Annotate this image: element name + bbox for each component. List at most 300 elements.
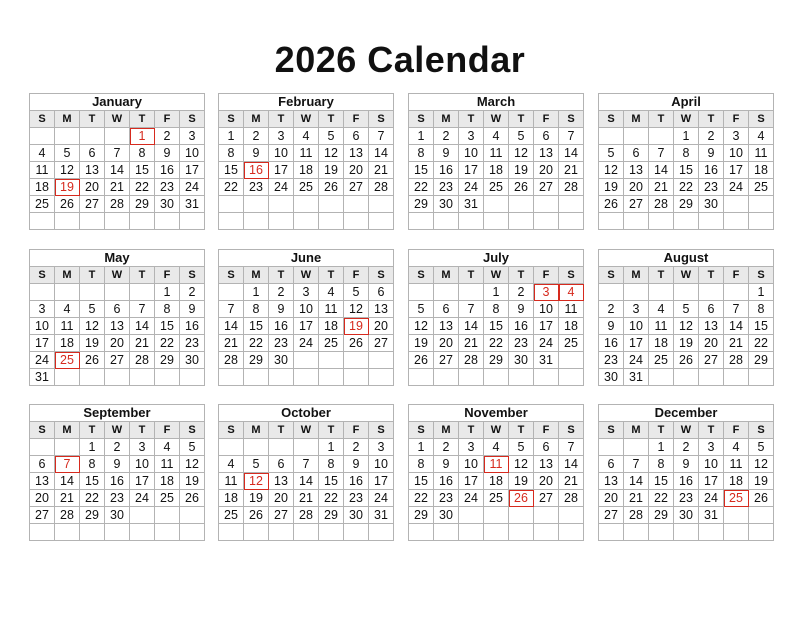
empty-cell <box>649 369 674 386</box>
day-cell: 18 <box>724 473 749 490</box>
day-cell: 3 <box>699 439 724 456</box>
day-cell: 3 <box>459 439 484 456</box>
day-cell: 8 <box>484 301 509 318</box>
month-february <box>218 93 394 230</box>
day-cell: 27 <box>599 507 624 524</box>
empty-cell <box>674 284 699 301</box>
day-cell: 10 <box>624 318 649 335</box>
day-cell: 4 <box>484 439 509 456</box>
day-cell: 20 <box>699 335 724 352</box>
day-cell: 16 <box>674 473 699 490</box>
empty-cell <box>244 213 269 230</box>
day-cell: 30 <box>269 352 294 369</box>
empty-cell <box>699 213 724 230</box>
day-cell: 8 <box>80 456 105 473</box>
day-cell: 18 <box>749 162 774 179</box>
weekday-header: M <box>55 111 80 128</box>
empty-cell <box>459 284 484 301</box>
day-cell: 20 <box>344 162 369 179</box>
empty-cell <box>509 369 534 386</box>
weekday-header: S <box>559 111 584 128</box>
day-cell: 14 <box>459 318 484 335</box>
empty-cell <box>30 439 55 456</box>
empty-cell <box>459 524 484 541</box>
weekday-header: T <box>130 111 155 128</box>
weekday-header: S <box>369 267 394 284</box>
weekday-header: M <box>434 111 459 128</box>
day-cell: 26 <box>344 335 369 352</box>
day-cell: 9 <box>674 456 699 473</box>
day-cell: 10 <box>30 318 55 335</box>
day-cell: 18 <box>319 318 344 335</box>
weekday-header: W <box>294 422 319 439</box>
day-cell: 11 <box>749 145 774 162</box>
day-cell: 18 <box>219 490 244 507</box>
day-cell: 5 <box>244 456 269 473</box>
weekday-header: W <box>674 422 699 439</box>
weekday-header: T <box>269 267 294 284</box>
month-may <box>29 249 205 386</box>
day-cell: 19 <box>509 162 534 179</box>
weekday-header: T <box>130 267 155 284</box>
day-cell: 5 <box>509 128 534 145</box>
month-name: August <box>599 250 774 267</box>
empty-cell <box>724 524 749 541</box>
day-cell: 10 <box>459 145 484 162</box>
day-cell: 14 <box>624 473 649 490</box>
empty-cell <box>484 507 509 524</box>
empty-cell <box>155 369 180 386</box>
empty-cell <box>624 439 649 456</box>
day-cell: 3 <box>294 284 319 301</box>
day-cell: 20 <box>434 335 459 352</box>
day-cell: 9 <box>269 301 294 318</box>
day-cell: 31 <box>459 196 484 213</box>
day-cell: 17 <box>180 162 205 179</box>
empty-cell <box>484 213 509 230</box>
day-cell: 23 <box>674 490 699 507</box>
day-cell: 23 <box>509 335 534 352</box>
weekday-header: F <box>155 111 180 128</box>
day-cell: 24 <box>180 179 205 196</box>
weekday-header: T <box>509 267 534 284</box>
day-cell: 9 <box>105 456 130 473</box>
weekday-header: S <box>30 267 55 284</box>
empty-cell <box>244 524 269 541</box>
empty-cell <box>484 196 509 213</box>
weekday-header: T <box>319 111 344 128</box>
month-march <box>408 93 584 230</box>
day-cell: 24 <box>130 490 155 507</box>
day-cell: 1 <box>80 439 105 456</box>
day-cell: 27 <box>369 335 394 352</box>
day-cell: 25 <box>30 196 55 213</box>
day-cell: 1 <box>409 439 434 456</box>
empty-cell <box>30 284 55 301</box>
empty-cell <box>534 524 559 541</box>
weekday-header: S <box>219 267 244 284</box>
day-cell: 2 <box>180 284 205 301</box>
day-cell: 27 <box>80 196 105 213</box>
day-cell: 21 <box>724 335 749 352</box>
day-cell: 6 <box>30 456 55 473</box>
month-name: June <box>219 250 394 267</box>
day-cell: 10 <box>180 145 205 162</box>
day-cell: 6 <box>344 128 369 145</box>
day-cell: 16 <box>180 318 205 335</box>
day-cell: 7 <box>294 456 319 473</box>
day-cell: 28 <box>219 352 244 369</box>
empty-cell <box>269 369 294 386</box>
day-cell: 20 <box>534 162 559 179</box>
empty-cell <box>434 213 459 230</box>
day-cell: 14 <box>559 456 584 473</box>
day-cell: 27 <box>344 179 369 196</box>
day-cell: 15 <box>674 162 699 179</box>
day-cell: 11 <box>724 456 749 473</box>
empty-cell <box>559 369 584 386</box>
day-cell: 3 <box>724 128 749 145</box>
weekday-header: S <box>369 422 394 439</box>
day-cell: 1 <box>749 284 774 301</box>
weekday-header: M <box>55 267 80 284</box>
day-cell: 7 <box>459 301 484 318</box>
empty-cell <box>344 524 369 541</box>
empty-cell <box>219 439 244 456</box>
day-cell: 24 <box>369 490 394 507</box>
empty-cell <box>409 284 434 301</box>
empty-cell <box>509 196 534 213</box>
day-cell: 10 <box>459 456 484 473</box>
day-cell: 5 <box>599 145 624 162</box>
day-cell: 27 <box>534 179 559 196</box>
day-cell: 12 <box>599 162 624 179</box>
empty-cell <box>294 524 319 541</box>
month-november <box>408 404 584 541</box>
empty-cell <box>269 196 294 213</box>
day-cell: 12 <box>55 162 80 179</box>
day-cell: 24 <box>459 490 484 507</box>
day-cell: 4 <box>484 128 509 145</box>
day-cell: 13 <box>434 318 459 335</box>
day-cell: 26 <box>80 352 105 369</box>
empty-cell <box>649 284 674 301</box>
empty-cell <box>459 369 484 386</box>
empty-cell <box>294 439 319 456</box>
day-cell: 6 <box>534 128 559 145</box>
day-cell: 9 <box>434 456 459 473</box>
day-cell: 13 <box>269 473 294 490</box>
day-cell: 13 <box>369 301 394 318</box>
empty-cell <box>130 284 155 301</box>
day-cell: 29 <box>674 196 699 213</box>
day-cell: 28 <box>130 352 155 369</box>
day-cell: 10 <box>724 145 749 162</box>
day-cell: 23 <box>155 179 180 196</box>
weekday-header: F <box>344 422 369 439</box>
weekday-header: T <box>130 422 155 439</box>
day-cell: 30 <box>434 196 459 213</box>
day-cell: 29 <box>130 196 155 213</box>
day-cell: 15 <box>319 473 344 490</box>
empty-cell <box>344 196 369 213</box>
weekday-header: M <box>624 111 649 128</box>
day-cell: 30 <box>105 507 130 524</box>
day-cell: 21 <box>369 162 394 179</box>
day-cell: 17 <box>459 162 484 179</box>
day-cell: 22 <box>409 490 434 507</box>
day-cell: 2 <box>699 128 724 145</box>
day-cell: 11 <box>484 456 509 473</box>
weekday-header: S <box>180 111 205 128</box>
day-cell: 22 <box>319 490 344 507</box>
day-cell: 7 <box>559 439 584 456</box>
weekday-header: T <box>80 267 105 284</box>
weekday-header: S <box>749 267 774 284</box>
day-cell: 15 <box>130 162 155 179</box>
day-cell: 12 <box>244 473 269 490</box>
weekday-header: T <box>509 111 534 128</box>
day-cell: 19 <box>674 335 699 352</box>
empty-cell <box>434 284 459 301</box>
empty-cell <box>244 369 269 386</box>
day-cell: 12 <box>80 318 105 335</box>
day-cell: 8 <box>219 145 244 162</box>
day-cell: 9 <box>180 301 205 318</box>
weekday-header: T <box>80 111 105 128</box>
day-cell: 1 <box>674 128 699 145</box>
empty-cell <box>624 128 649 145</box>
day-cell: 6 <box>599 456 624 473</box>
empty-cell <box>509 507 534 524</box>
day-cell: 31 <box>624 369 649 386</box>
day-cell: 14 <box>559 145 584 162</box>
empty-cell <box>294 213 319 230</box>
day-cell: 24 <box>534 335 559 352</box>
empty-cell <box>30 524 55 541</box>
day-cell: 4 <box>155 439 180 456</box>
day-cell: 11 <box>559 301 584 318</box>
day-cell: 5 <box>80 301 105 318</box>
day-cell: 4 <box>294 128 319 145</box>
empty-cell <box>599 439 624 456</box>
day-cell: 4 <box>55 301 80 318</box>
day-cell: 13 <box>80 162 105 179</box>
empty-cell <box>624 284 649 301</box>
day-cell: 3 <box>130 439 155 456</box>
day-cell: 13 <box>105 318 130 335</box>
weekday-header: S <box>180 422 205 439</box>
day-cell: 29 <box>649 507 674 524</box>
weekday-header: S <box>599 267 624 284</box>
day-cell: 29 <box>155 352 180 369</box>
day-cell: 26 <box>749 490 774 507</box>
empty-cell <box>699 524 724 541</box>
day-cell: 13 <box>534 145 559 162</box>
empty-cell <box>724 196 749 213</box>
day-cell: 29 <box>319 507 344 524</box>
weekday-header: T <box>699 422 724 439</box>
weekday-header: S <box>369 111 394 128</box>
day-cell: 22 <box>484 335 509 352</box>
day-cell: 2 <box>599 301 624 318</box>
day-cell: 8 <box>649 456 674 473</box>
empty-cell <box>674 524 699 541</box>
day-cell: 16 <box>269 318 294 335</box>
empty-cell <box>559 524 584 541</box>
weekday-header: S <box>180 267 205 284</box>
day-cell: 30 <box>434 507 459 524</box>
empty-cell <box>724 369 749 386</box>
day-cell: 10 <box>269 145 294 162</box>
empty-cell <box>344 352 369 369</box>
month-october <box>218 404 394 541</box>
day-cell: 6 <box>434 301 459 318</box>
empty-cell <box>369 196 394 213</box>
empty-cell <box>319 213 344 230</box>
day-cell: 22 <box>674 179 699 196</box>
day-cell: 5 <box>319 128 344 145</box>
day-cell: 28 <box>459 352 484 369</box>
weekday-header: W <box>294 111 319 128</box>
day-cell: 26 <box>244 507 269 524</box>
empty-cell <box>534 507 559 524</box>
day-cell: 14 <box>105 162 130 179</box>
empty-cell <box>484 369 509 386</box>
month-name: September <box>30 405 205 422</box>
day-cell: 23 <box>434 179 459 196</box>
day-cell: 16 <box>244 162 269 179</box>
day-cell: 7 <box>624 456 649 473</box>
day-cell: 23 <box>699 179 724 196</box>
empty-cell <box>409 524 434 541</box>
day-cell: 4 <box>319 284 344 301</box>
day-cell: 30 <box>509 352 534 369</box>
day-cell: 28 <box>559 490 584 507</box>
empty-cell <box>724 213 749 230</box>
day-cell: 15 <box>219 162 244 179</box>
weekday-header: T <box>459 267 484 284</box>
empty-cell <box>105 213 130 230</box>
day-cell: 24 <box>624 352 649 369</box>
day-cell: 12 <box>749 456 774 473</box>
empty-cell <box>244 196 269 213</box>
day-cell: 27 <box>534 490 559 507</box>
day-cell: 9 <box>434 145 459 162</box>
empty-cell <box>80 213 105 230</box>
empty-cell <box>534 196 559 213</box>
day-cell: 2 <box>434 439 459 456</box>
day-cell: 8 <box>155 301 180 318</box>
day-cell: 22 <box>130 179 155 196</box>
day-cell: 27 <box>30 507 55 524</box>
day-cell: 17 <box>294 318 319 335</box>
day-cell: 4 <box>559 284 584 301</box>
day-cell: 24 <box>294 335 319 352</box>
day-cell: 9 <box>155 145 180 162</box>
empty-cell <box>649 213 674 230</box>
empty-cell <box>724 507 749 524</box>
day-cell: 23 <box>180 335 205 352</box>
day-cell: 2 <box>674 439 699 456</box>
day-cell: 8 <box>674 145 699 162</box>
empty-cell <box>649 128 674 145</box>
month-september <box>29 404 205 541</box>
day-cell: 3 <box>180 128 205 145</box>
empty-cell <box>749 524 774 541</box>
empty-cell <box>369 213 394 230</box>
day-cell: 30 <box>344 507 369 524</box>
empty-cell <box>369 352 394 369</box>
day-cell: 7 <box>130 301 155 318</box>
day-cell: 19 <box>409 335 434 352</box>
day-cell: 8 <box>409 456 434 473</box>
day-cell: 12 <box>509 456 534 473</box>
day-cell: 29 <box>409 196 434 213</box>
day-cell: 19 <box>55 179 80 196</box>
day-cell: 18 <box>30 179 55 196</box>
day-cell: 28 <box>724 352 749 369</box>
empty-cell <box>55 369 80 386</box>
day-cell: 15 <box>244 318 269 335</box>
month-june <box>218 249 394 386</box>
day-cell: 20 <box>269 490 294 507</box>
day-cell: 29 <box>484 352 509 369</box>
day-cell: 29 <box>244 352 269 369</box>
empty-cell <box>155 524 180 541</box>
day-cell: 16 <box>699 162 724 179</box>
day-cell: 10 <box>294 301 319 318</box>
day-cell: 31 <box>180 196 205 213</box>
day-cell: 25 <box>319 335 344 352</box>
day-cell: 14 <box>130 318 155 335</box>
day-cell: 23 <box>105 490 130 507</box>
empty-cell <box>55 524 80 541</box>
day-cell: 19 <box>509 473 534 490</box>
day-cell: 2 <box>509 284 534 301</box>
weekday-header: S <box>559 267 584 284</box>
day-cell: 4 <box>30 145 55 162</box>
day-cell: 11 <box>30 162 55 179</box>
weekday-header: W <box>674 267 699 284</box>
day-cell: 31 <box>534 352 559 369</box>
day-cell: 20 <box>369 318 394 335</box>
weekday-header: F <box>724 111 749 128</box>
day-cell: 25 <box>484 490 509 507</box>
day-cell: 25 <box>484 179 509 196</box>
day-cell: 10 <box>534 301 559 318</box>
month-name: April <box>599 94 774 111</box>
day-cell: 6 <box>624 145 649 162</box>
empty-cell <box>219 369 244 386</box>
day-cell: 29 <box>409 507 434 524</box>
day-cell: 22 <box>649 490 674 507</box>
day-cell: 4 <box>219 456 244 473</box>
day-cell: 5 <box>749 439 774 456</box>
day-cell: 14 <box>219 318 244 335</box>
empty-cell <box>749 196 774 213</box>
day-cell: 8 <box>244 301 269 318</box>
day-cell: 21 <box>624 490 649 507</box>
month-name: October <box>219 405 394 422</box>
day-cell: 10 <box>369 456 394 473</box>
day-cell: 16 <box>155 162 180 179</box>
empty-cell <box>269 439 294 456</box>
day-cell: 26 <box>674 352 699 369</box>
weekday-header: W <box>105 267 130 284</box>
weekday-header: M <box>434 422 459 439</box>
empty-cell <box>269 524 294 541</box>
